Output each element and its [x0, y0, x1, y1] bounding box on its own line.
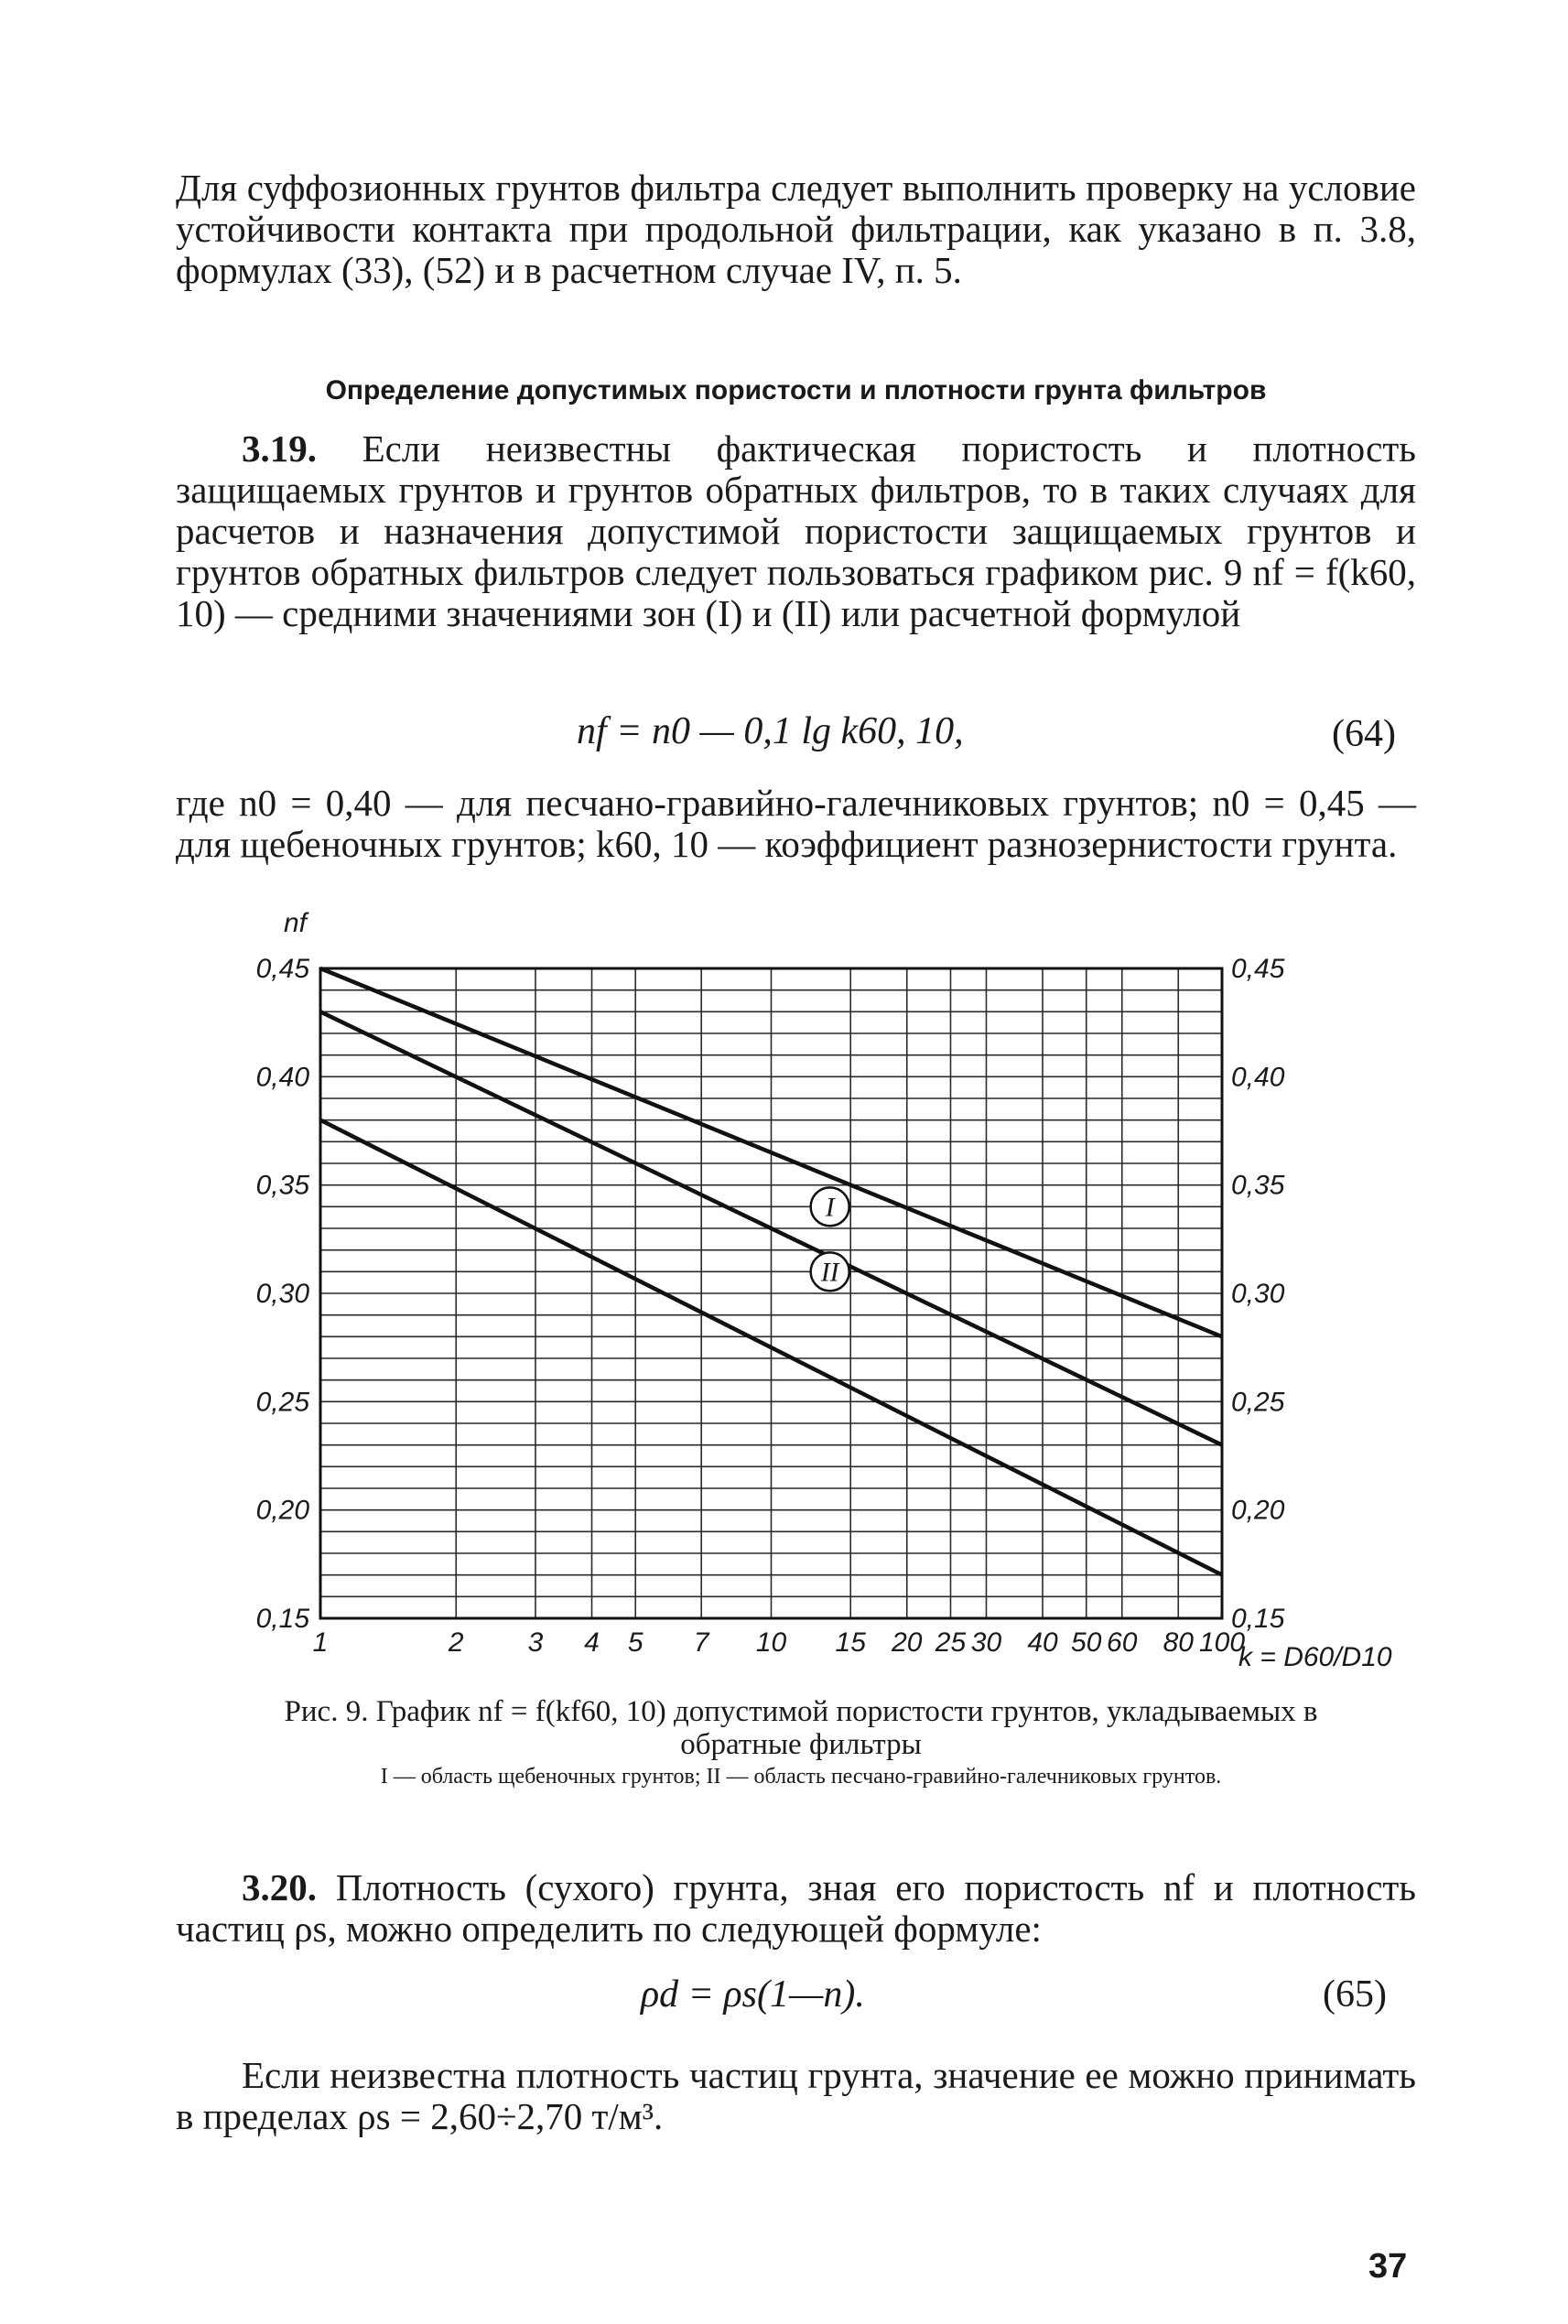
x-tick-label: 30: [970, 1627, 1002, 1658]
paragraph-number: 3.19.: [242, 427, 317, 470]
y-tick-label-left: 0,35: [255, 1170, 309, 1201]
x-tick-label: 20: [892, 1627, 923, 1658]
x-tick-label: 2: [448, 1627, 464, 1658]
y-tick-label-left: 0,40: [255, 1062, 309, 1093]
figure-legend: I — область щебеночных грунтов; II — область песчано-гравийно-галечниковых грунтов.: [380, 1765, 1222, 1789]
x-tick-label: 100: [1198, 1627, 1246, 1658]
page-number: 37: [1368, 2247, 1408, 2286]
zone-label: II: [820, 1257, 839, 1288]
equation-number-64: (64): [1332, 713, 1396, 755]
y-tick-label-left: 0,45: [255, 954, 309, 984]
y-tick-label-right: 0,45: [1231, 954, 1285, 984]
x-tick-label: 25: [935, 1627, 967, 1658]
paragraph-body: Если неизвестны фактическая пористость и плотность защищаемых грунтов и грунтов обратных фильтров, то в таких случаях для расчетов и назначения допустимой пористости защищаемых грунтов и грунтов обратных фильтров следует пользоваться графиком рис. 9 nf = f(k60, 10) — средними значениями зон (I) и (II) или расчетной формулой: [176, 427, 1416, 634]
y-tick-label-left: 0,30: [255, 1279, 309, 1309]
y-axis-label: nf: [284, 908, 308, 938]
x-tick-label: 15: [835, 1627, 866, 1658]
y-tick-label-right: 0,40: [1231, 1062, 1285, 1093]
x-tick-label: 7: [693, 1627, 709, 1658]
x-tick-label: 10: [755, 1627, 787, 1658]
formula-64: nf = n0 — 0,1 lg k60, 10,: [577, 710, 964, 752]
paragraph-3-20: [176, 1867, 1416, 1950]
paragraph-number: 3.20.: [242, 1866, 317, 1908]
figure-caption: Рис. 9. График nf = f(kf60, 10) допустимой пористости грунтов, укладываемых в обратные фильтры: [284, 1695, 1318, 1761]
y-tick-label-left: 0,20: [255, 1495, 309, 1526]
x-axis-label: k = D60/D10: [1238, 1642, 1392, 1672]
x-tick-label: 80: [1162, 1627, 1194, 1658]
zone-label: I: [825, 1192, 835, 1223]
y-tick-label-left: 0,15: [255, 1604, 309, 1634]
last-paragraph: Если неизвестна плотность частиц грунта, значение ее можно принимать в пределах ρs = 2,60÷2,70 т/м³.: [176, 2054, 1416, 2137]
x-tick-label: 40: [1027, 1627, 1058, 1658]
x-tick-label: 4: [584, 1627, 600, 1658]
y-tick-label-right: 0,30: [1231, 1279, 1285, 1309]
x-tick-label: 50: [1071, 1627, 1102, 1658]
formula-65: ρd = ρs(1—n).: [641, 1973, 865, 2016]
y-tick-label-right: 0,35: [1231, 1170, 1285, 1201]
x-tick-label: 3: [527, 1627, 544, 1658]
intro-paragraph: Для суффозионных грунтов фильтра следует выполнить проверку на условие устойчивости контакта при продольной фильтрации, как указано в п. 3.8, формулах (33), (52) и в расчетном случае IV, п. 5.: [176, 167, 1416, 291]
x-tick-label: 1: [312, 1627, 329, 1658]
y-tick-label-right: 0,25: [1231, 1387, 1285, 1418]
equation-number-65: (65): [1323, 1973, 1387, 2016]
y-tick-label-right: 0,20: [1231, 1495, 1285, 1526]
section-heading: Определение допустимых пористости и плотности грунта фильтров: [325, 375, 1267, 405]
paragraph-body: Плотность (сухого) грунта, зная его пористость nf и плотность частиц ρs, можно определить по следующей формуле:: [176, 1866, 1417, 1950]
y-tick-label-left: 0,25: [255, 1387, 309, 1418]
x-tick-label: 5: [627, 1627, 643, 1658]
y-tick-label-right: 0,15: [1231, 1604, 1285, 1634]
x-tick-label: 60: [1107, 1627, 1138, 1658]
where-paragraph: где n0 = 0,40 — для песчано-гравийно-галечниковых грунтов; n0 = 0,45 — для щебеночных грунтов; k60, 10 — коэффициент разнозернистости грунта.: [176, 782, 1416, 865]
